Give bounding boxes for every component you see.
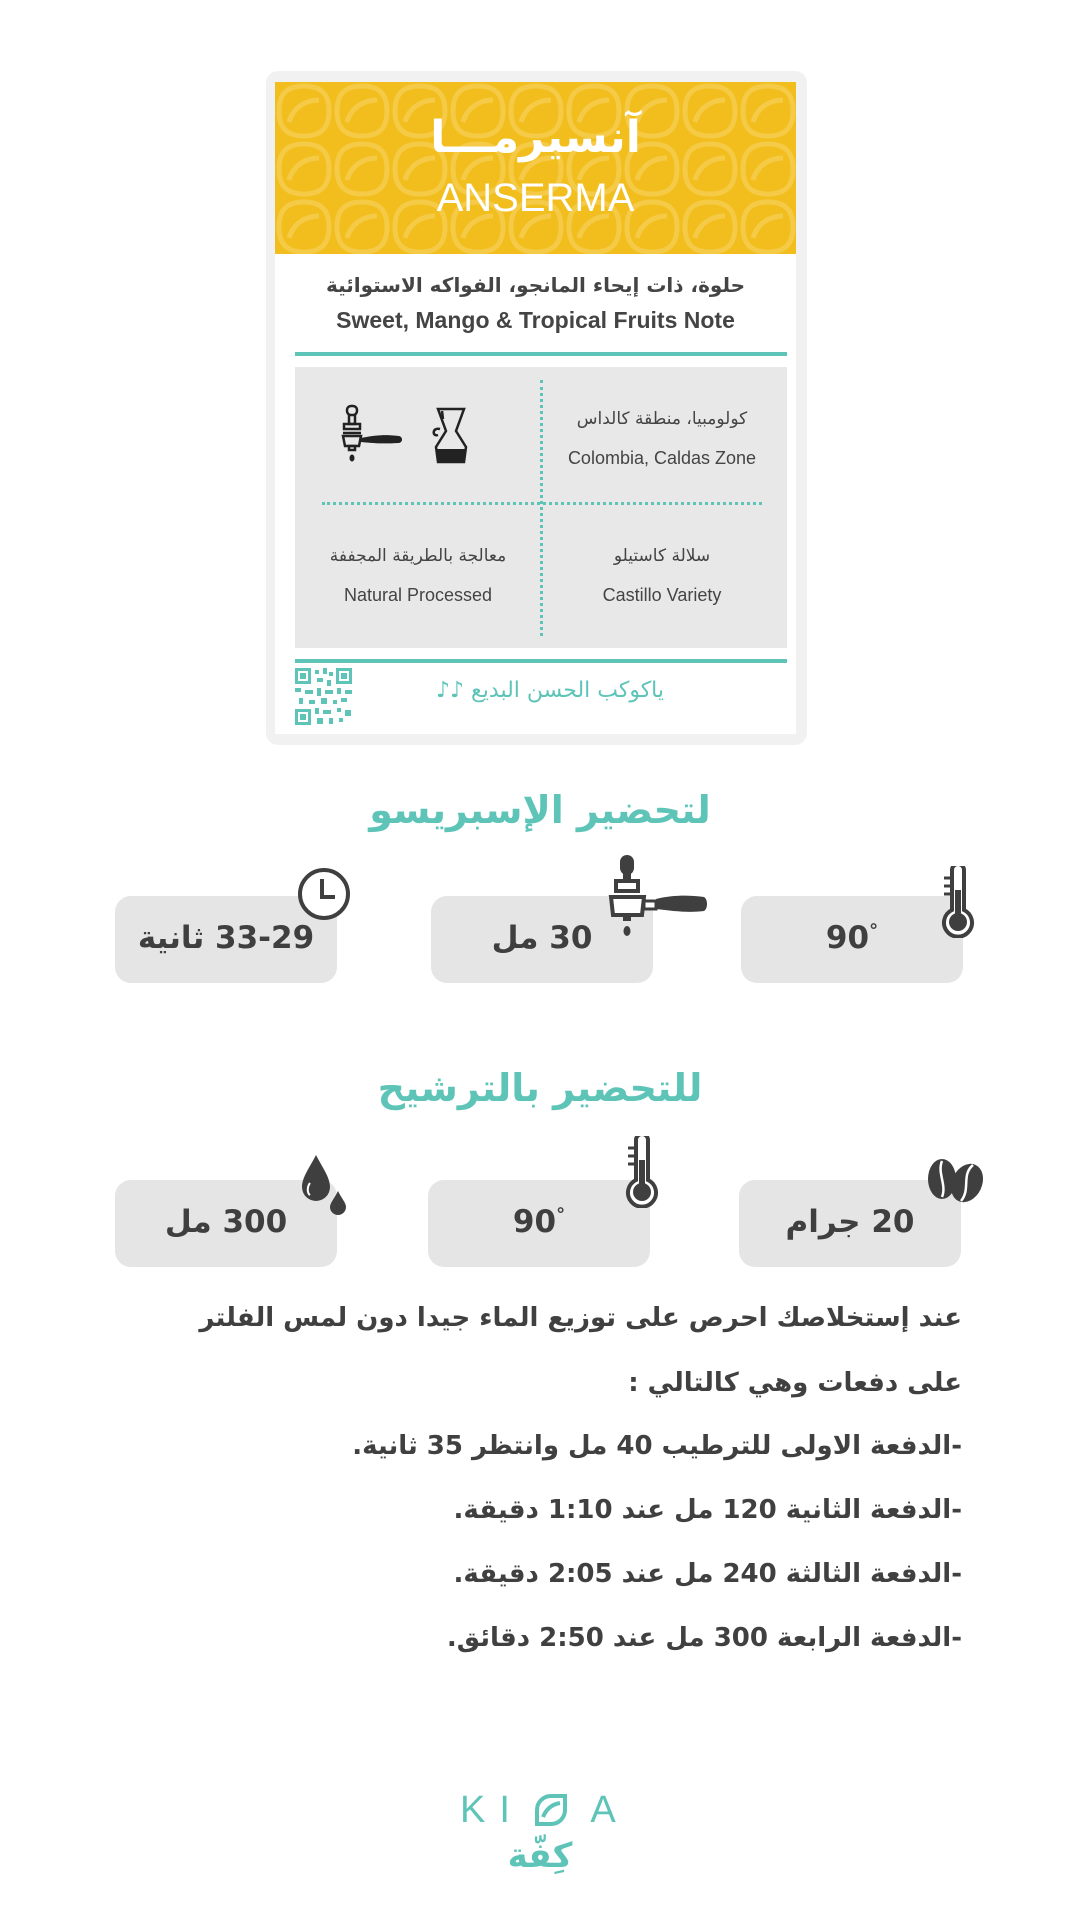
- espresso-temperature-value: [741, 920, 963, 956]
- water-drops-icon: [300, 1153, 348, 1215]
- divider: [295, 659, 787, 663]
- espresso-time-value: 33-29 ثانية: [137, 920, 315, 956]
- instruction-line: على دفعات وهي كالتالي :: [628, 1368, 962, 1398]
- clock-icon: [297, 867, 351, 921]
- divider: [295, 352, 787, 356]
- filter-dose-value: 20 جرام: [785, 1204, 915, 1240]
- coffee-beans-icon: [925, 1157, 985, 1205]
- portafilter-icon: [608, 853, 708, 939]
- filter-temperature-box: [428, 1180, 650, 1267]
- espresso-portafilter-icon: [341, 404, 405, 464]
- vertical-dotted-divider: [540, 380, 543, 636]
- filter-temperature-number: 90: [512, 1204, 557, 1240]
- tasting-notes-english: Sweet, Mango & Tropical Fruits Note: [336, 307, 735, 333]
- info-grid: [295, 367, 787, 648]
- variety-arabic: سلالة كاستيلو: [613, 546, 711, 566]
- filter-temperature-value: [428, 1204, 650, 1240]
- process-arabic: معالجة بالطريقة المجففة: [329, 546, 507, 566]
- instruction-line: -الدفعة الرابعة 300 مل عند 2:50 دقائق.: [446, 1623, 962, 1653]
- instruction-line: -الدفعة الثانية 120 مل عند 1:10 دقيقة.: [453, 1495, 962, 1525]
- instruction-line: -الدفعة الاولى للترطيب 40 مل وانتظر 35 ثانية.: [352, 1431, 962, 1461]
- process-english: Natural Processed: [343, 585, 493, 605]
- chemex-icon: [430, 407, 470, 465]
- variety-english: Castillo Variety: [602, 585, 722, 605]
- thermometer-icon: [624, 1136, 660, 1208]
- tasting-notes-arabic: حلوة، ذات إيحاء المانجو، الفواكه الاستوائية: [325, 273, 746, 297]
- qr-code-icon[interactable]: [295, 668, 352, 725]
- brand-name-arabic: كِفّة: [507, 1836, 573, 1876]
- leaf-icon: [534, 1793, 568, 1827]
- espresso-temperature-number: 90: [825, 920, 870, 956]
- filter-section-title: للتحضير بالترشيح: [377, 1066, 703, 1110]
- espresso-section-title: لتحضير الإسبريسو: [369, 788, 711, 832]
- horizontal-dotted-divider: [322, 502, 762, 505]
- espresso-temperature-box: [741, 896, 963, 983]
- brand-name-english: KI A: [460, 1789, 630, 1831]
- instruction-line: عند إستخلاصك احرص على توزيع الماء جيدا دون لمس الفلتر: [199, 1303, 962, 1333]
- filter-water-value: 300 مل: [164, 1204, 288, 1240]
- thermometer-icon: [940, 866, 976, 938]
- degree-symbol: °: [556, 1204, 566, 1226]
- label-slogan: ياكوكب الحسن البديع ♪♪: [435, 678, 665, 703]
- coffee-name-english: ANSERMA: [436, 176, 635, 220]
- espresso-volume-value: 30 مل: [491, 920, 593, 956]
- leaf-pattern-background: [275, 82, 796, 254]
- label-header: [275, 82, 796, 254]
- brand-logo: [460, 1789, 630, 1831]
- instruction-line: -الدفعة الثالثة 240 مل عند 2:05 دقيقة.: [453, 1559, 962, 1589]
- origin-arabic: كولومبيا، منطقة كالداس: [576, 409, 748, 429]
- degree-symbol: °: [869, 920, 879, 942]
- coffee-name-arabic: آنسيرمـــا: [430, 112, 641, 163]
- origin-english: Colombia, Caldas Zone: [567, 448, 757, 468]
